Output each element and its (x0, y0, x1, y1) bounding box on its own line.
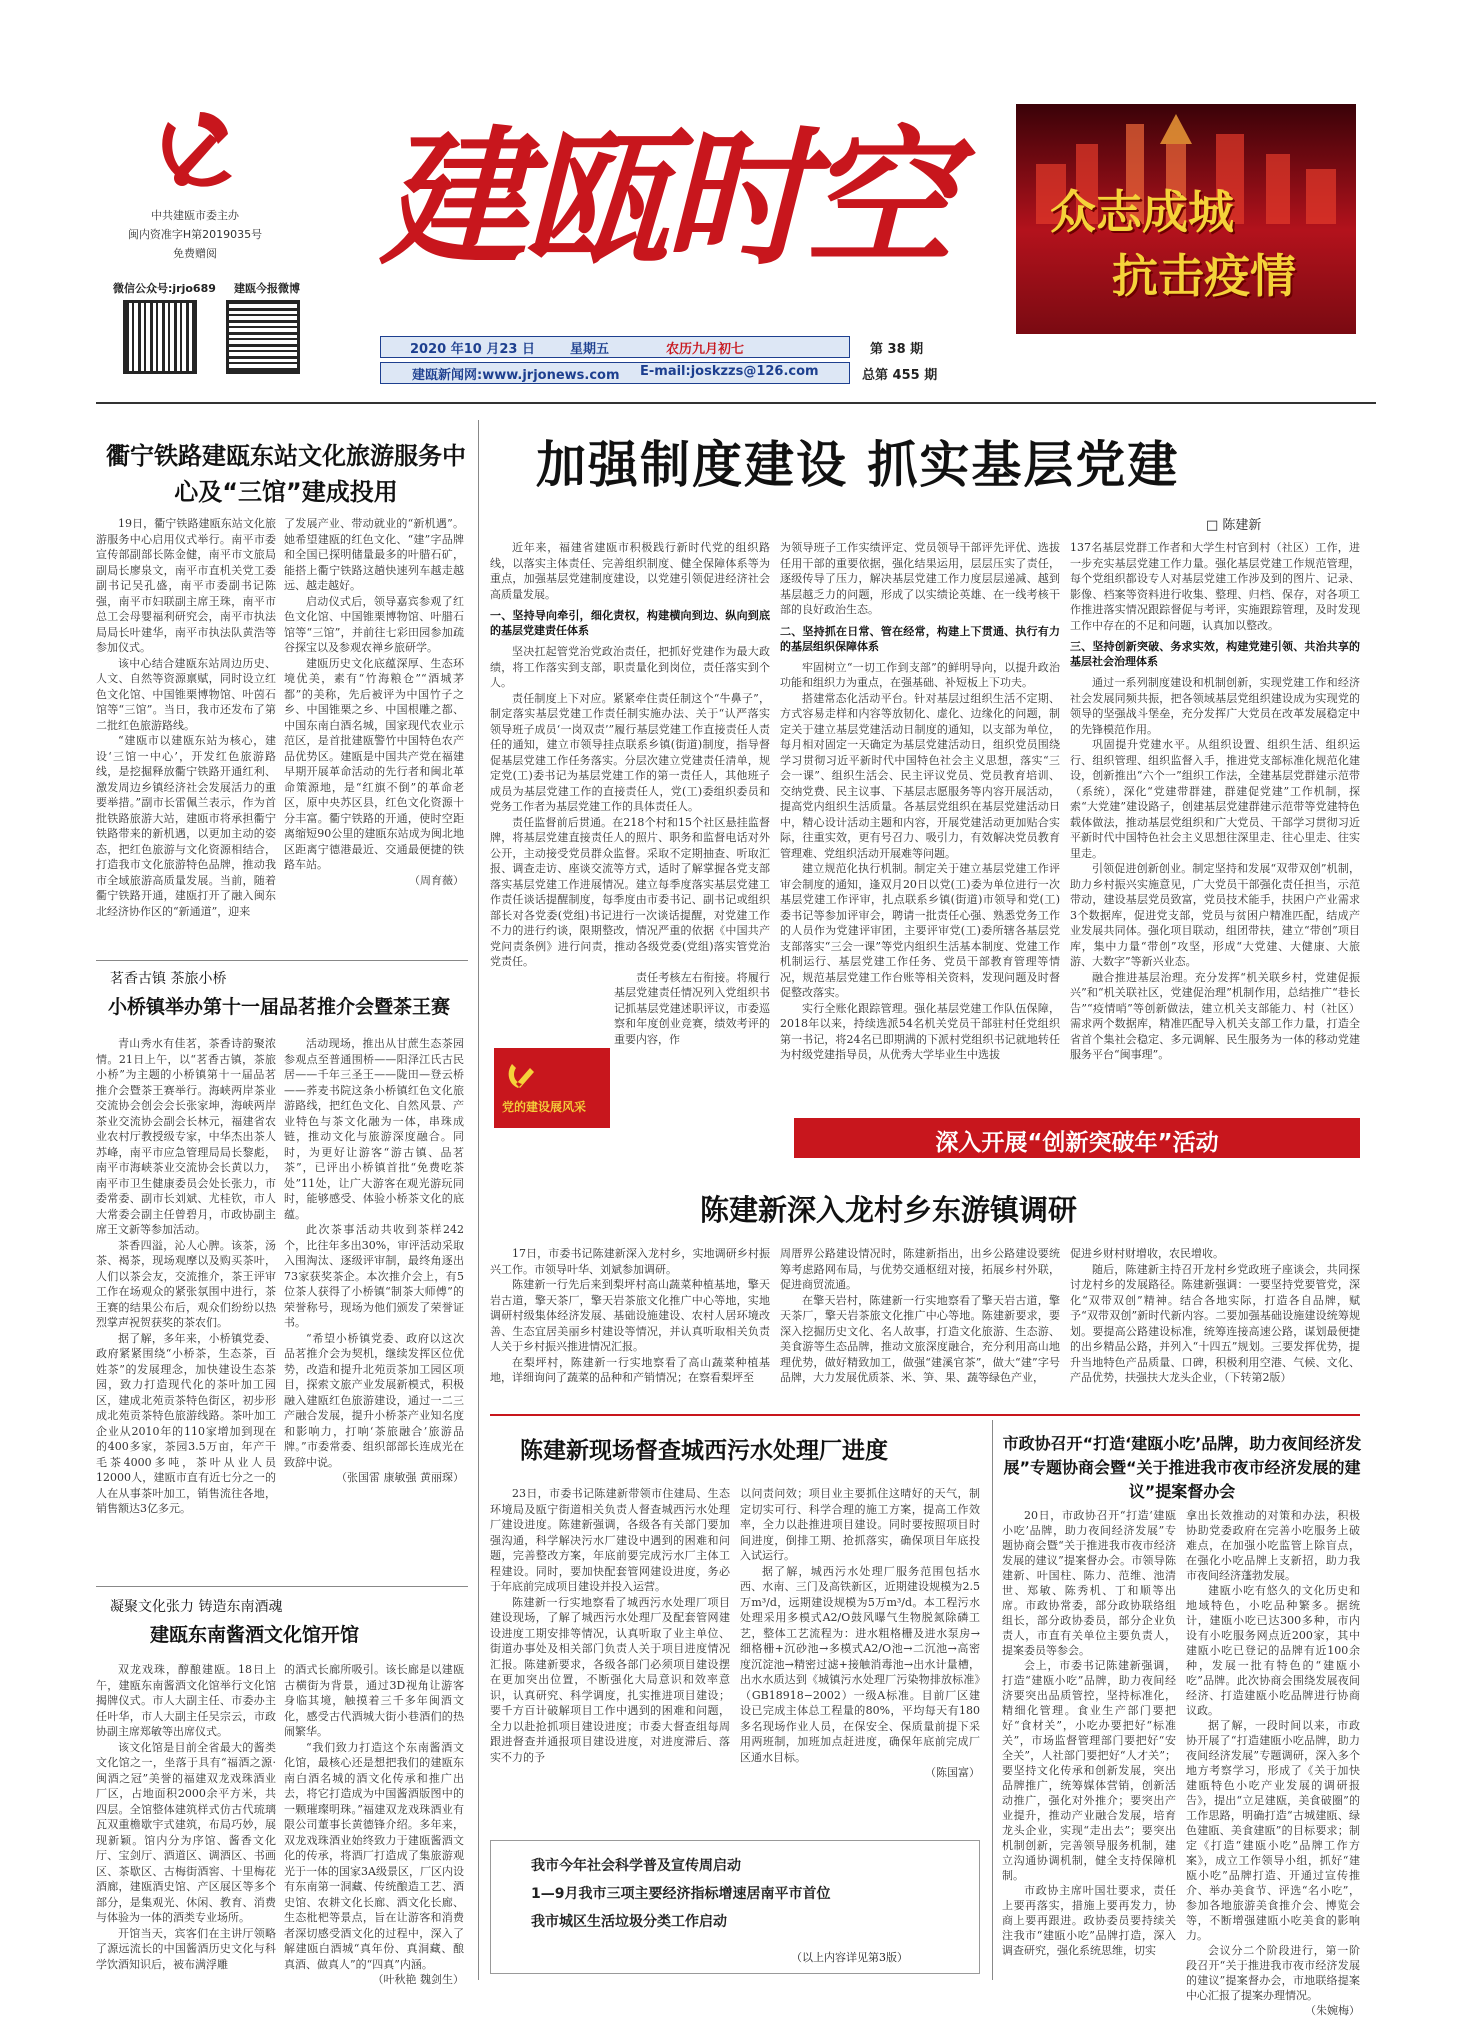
lead-p7: 牢固树立“一切工作到支部”的鲜明导向，以提升政治功能和组织力为重点，在强基础、补短板上下功夫。 (780, 660, 1060, 689)
lead-subhead-1: 一、坚持导向牵引，细化责权，构建横向到边、纵向到底的基层党建责任体系 (490, 609, 770, 637)
soy-p2: 该文化馆是目前全省最大的酱类文化馆之一，坐落于具有“福酒之源·闽酒之冠”美誉的福建双龙戏珠酒业厂区，占地面积2000余平方米，共四层。全馆整体建筑样式仿古代琉璃瓦双重檐歇宇式建筑，布局巧妙，展现新颖。馆内分为序馆、酱香文化厅、宝剑厅、酒道区、调酒区、书画区、茶歇区、古梅街酒窖、十里梅花酒廊，建瓯酒史馆、产区展区等多个部分，是集观光、休闲、教育、消费与体验为一体的酒类专业场所。 (96, 1740, 276, 1924)
rail-p3: “建瓯市以建瓯东站为核心，建设‘三馆一中心’，开发红色旅游路线，是挖掘释放衢宁铁路开通红利、激发周边乡镇经济社会发展活力的重要举措。”副市长雷佩兰表示，作为首批铁路旅游大站，建瓯市将承担衢宁铁路带来的新机遇，以更加主动的姿态，把红色旅游与文化资源相结合，打造我市文化旅游特色品牌，推动我市全域旅游高质量发展。当前，随着衢宁铁路开通，建瓯打开了融入闽东北经济协作区的“新通道”，迎来 (96, 734, 276, 918)
lead-subhead-2: 二、坚持抓在日常、管在经常，构建上下贯通、执行有力的基层组织保障体系 (780, 624, 1060, 653)
soy-article-col1 (96, 1662, 276, 1972)
rail-article-col2 (284, 516, 464, 888)
sewage-p2: 陈建新一行实地察看了城西污水处理厂项目建设现场，了解了城西污水处理厂及配套管网建设进度工期安排等情况，认真听取了业主单位、街道办事处及相关部门负责人关于项目进度情况汇报。陈建新要求，各级各部门必须项目建设摆在更加突出位置，不断强化大局意识和效率意识，认真研究、科学调度，扎实推进项目建设；要千方百计破解项目工作中遇到的困难和问题，全力以赴抢抓项目建设进度；市委大督查组每周跟进督查并通报项目建设进度，对进度滞后、落实不力的予 (490, 1595, 730, 1764)
chen-p5: 在擎天岩村，陈建新一行实地察看了擎天岩古道，擎天茶厂，擎天岩茶旅文化推广中心等地。陈建新要求，要深入挖掘历史文化、名人故事，打造文化旅游、生态游、美食游等生态品牌，推动文旅深度融合，充分利用高山地理优势，做好精致加工，做强“建溪官茶”，做大“建”字号品牌，大力发展优质茶、米、笋、果、蔬等绿色产业， (780, 1293, 1060, 1384)
rail-p6: 建瓯历史文化底蕴深厚、生态环境优美，素有“竹海粮仓”“酒城茅都”的美称，先后被评为中国竹子之乡、中国锥栗之乡、中国根雕之都、中国东南白酒名城，国家现代农业示范区，是首批建瓯警竹中国特色农产品优势区。建瓯是中国共产党在福建早期开展革命活动的先行者和闽北革命策源地，是“红旗不倒”的革命老区，原中央苏区县，红色文化资源十分丰富。衢宁铁路的开通，使时空距离缩短90公里的建瓯东站成为闽北地区距离宁德港最近、交通最便捷的铁路车站。 (284, 656, 464, 871)
tea-article-kicker: 茗香古镇 茶旅小桥 (110, 971, 227, 987)
soy-p4: 的酒式长廊所吸引。该长廊是以建瓯古横街为背景，通过3D视角让游客身临其境，触摸着三千多年闽酒文化，感受古代酒城大街小巷酒们的热闹繁华。 (284, 1663, 464, 1738)
price-text: 免费赠阅 (173, 247, 217, 260)
tea-article-col1 (96, 1036, 276, 1517)
lead-p9: 建立规范化执行机制。制定关于建立基层党建工作评审会制度的通知，逢双月20日以党(工)委为单位进行一次基层党建工作评审，扎点联系乡镇(街道)市领导和党(工)委书记等参加评审会，聘请一批责任心强、熟悉党务工作的人员作为党建评审团，主要评审党(工)委所辖各基层党支部落实“三会一课”等党内组织生活基本制度、党建工作机制运行、基层党建工作任务、党员干部教育管理等情况，规范基层党建工作台账等相关资料，发现问题及时督促整改落实。 (780, 862, 1060, 999)
chen-p2: 陈建新一行先后来到梨坪村高山蔬菜种植基地，擎天岩古道，擎天茶厂，擎天岩茶旅文化推广中心等地，实地调研村级集体经济发展、基础设施建设、农村人居环境改善、生态宜居美丽乡村建设等情况，并认真听取相关负责人关于乡村振兴推进情况汇报。 (490, 1278, 770, 1353)
rail-p4: 了发展产业、带动就业的“新机遇”。她希望建瓯的红色文化、“建”字品牌和全国已探明储量最多的叶腊石矿，能搭上衢宁铁路这趟快速列车越走越远、越走越好。 (284, 517, 464, 592)
snack-p5: 建瓯小吃有悠久的文化历史和地域特色，小吃品种繁多。据统计，建瓯小吃已达300多种，市内设有小吃服务网点近200家，其中建瓯小吃已登记的品牌有近100余种，发展一批有特色的“建瓯小吃”品牌。此次协商会围绕发展夜间经济、打造建瓯小吃品牌进行协商议政。 (1186, 1584, 1360, 1717)
snack-article-title: 市政协召开“打造‘建瓯小吃’品牌，助力夜间经济发展”专题协商会暨“关于推进我市夜市经济发展的建议”提案督办会 (1002, 1434, 1362, 1501)
party-building-badge (494, 1048, 610, 1128)
snack-p6: 据了解，一段时间以来，市政协开展了“打造建瓯小吃品牌，助力夜间经济发展”专题调研，深入多个地方考察学习，形成了《关于加快建瓯特色小吃产业发展的调研报告》，提出“立足建瓯，美食破圈”的工作思路，明确打造“古城建瓯、绿色建瓯、美食建瓯”的目标要求；制定《打造“建瓯小吃”品牌工作方案》，成立工作领导小组，抓好“建瓯小吃”品牌打造、开通过宣传推介、举办美食节、评选“名小吃”，参加各地旅游美食推介会、博览会等，不断增强建瓯小吃美食的影响力。 (1186, 1719, 1360, 1942)
briefs-box (490, 1840, 980, 1974)
lead-p14: 引领促进创新创业。制定坚持和发展“双带双创”机制，助力乡村振兴实施意见，广大党员干部强化责任担当，示范带动，建设基层党员致富，党员技术能手，扶困户产业需求3个数据库，促进党支部，党员与贫困户精准匹配，结成产业发展共同体。强化项目联动，组团带扶，建立“带创”项目库，集中力量“带创”攻坚，形成“大党建、大健康、大旅游、大数字”等新兴业态。 (1070, 862, 1360, 968)
soy-p3: 开馆当天，宾客们在主讲厅领略了源远流长的中国酱酒历史文化与科学饮酒知识后，被布满浮雕 (96, 1926, 276, 1971)
soy-article-kicker: 凝聚文化张力 铸造东南酒魂 (110, 1599, 283, 1615)
soy-p5: “我们致力打造这个东南酱酒文化馆，最核心还是想把我们的建瓯东南白酒名城的酒文化传承和推广出去，将它打造成为中国酱酒版图中的一颗璀璨明珠。”福建双龙戏珠酒业有限公司董事长黄德锋介绍。多年来，双龙戏珠酒业始终致力于建瓯酱酒文化的传承，将酒厂打造成了集旅游观光于一体的国家3A级景区，厂区内设有东南第一洞藏、传统酿造工艺、酒史馆、农耕文化长廊、酒文化长廊、生态枇杷等景点，旨在让游客和消费者深切感受酒文化的过程中，深入了解建瓯白酒城“真年份、真洞藏、酿真酒、做真人”的“四真”内涵。 (284, 1740, 464, 1971)
sewage-p4: 据了解，城西污水处理厂服务范围包括水西、水南、三门及高铁新区，近期建设规模为2.5万m³/d，远期建设规模为5万m³/d。本工程污水处理采用多模式A2/O鼓风曝气生物脱氮除磷工艺，整体工艺流程为：进水粗格栅及进水泵房→细格栅+沉砂池→多模式A2/O池→二沉池→高密度沉淀池→精密过滤+接触消毒池→出水计量槽，出水水质达到《城镇污水处理厂污染物排放标准》（GB18918−2002）一级A标准。目前厂区建设已完成主体总工程量的80%，平均每天有180多名现场作业人员，在保安全、保质量前提下采用两班制，加班加点赶进度，确保年底前完成厂区通水目标。 (740, 1564, 980, 1764)
lunar-text: 农历九月初七 (666, 342, 745, 357)
lead-p10: 实行全账化跟踪管理。强化基层党建工作队伍保障，2018年以来，持续选派54名机关党员干部驻村任党组织第一书记，将24名已即期满的下派村党组织书记就地转任为村级党建指导员，从优秀大学毕业生中选拔 (780, 1001, 1060, 1061)
lead-subhead-3: 三、坚持创新突破、务求实效，构建党建引领、共治共享的基层社会治理体系 (1070, 640, 1360, 668)
lead-article-col1 (490, 540, 770, 1047)
sewage-p1: 23日，市委书记陈建新带领市住建局、生态环境局及瓯宁街道相关负责人督查城西污水处理厂建设进度。陈建新强调，各级各有关部门要加强沟通，科学解决污水厂建设中遇到的困难和问题，完善整改方案，年底前要完成污水厂主体工程建设。同时，要加快配套管网建设进度，务必于年底前完成项目建设并投入运营。 (490, 1487, 730, 1593)
chen-p6: 促进乡财村财增收，农民增收。 (1070, 1247, 1224, 1260)
lead-p15: 融合推进基层治理。充分发挥“机关联乡村，党建促振兴”和“机关联社区，党建促治理”机制作用，总结推广“巷长告”“疫情哨”等创新做法，建立机关支部能力、村（社区）需求两个数据库，精准匹配导入机关支部工作力量，打造全省首个集社会稳定、多元调解、民生服务为一体的移动党建服务平台“闽事理”。 (1070, 970, 1360, 1061)
tea-article-col2 (284, 1036, 464, 1486)
chen-p1: 17日，市委书记陈建新深入龙村乡，实地调研乡村振兴工作。市领导叶华、刘斌参加调研。 (490, 1247, 770, 1276)
date-text: 2020 年10 月23 日 (410, 342, 535, 357)
rail-p2: 该中心结合建瓯东站周边历史、人文、自然等资源禀赋，同时设立红色文化馆、中国锥栗博物馆、叶茵石馆等“三馆”。当日，我市还发布了第二批红色旅游路线。 (96, 656, 276, 732)
sewage-article-col2 (740, 1486, 980, 1781)
snack-p1: 20日，市政协召开“打造‘建瓯小吃’品牌，助力夜间经济发展”专题协商会暨“关于推进我市夜市经济发展的建议”提案督办会。市领导陈建新、叶国柱、陈力、范维、池清世、郑敏、陈秀机、丁和顺等出席。市政协常委，部分政协联络组组长，部分政协委员，部分企业负责人，市直有关单位主要负责人，提案委员等参会。 (1002, 1509, 1176, 1657)
tea-p6: “希望小桥镇党委、政府以这次品茗推介会为契机，继续发挥区位优势，改造和提升北苑贡茶加工园区项目，探索文旅产业发展新模式，积极融入建瓯红色旅游建设，通过一二三产融合发展，提升小桥茶产业知名度和影响力，打响‘茶旅融合’旅游品牌。”市委常委、组织部部长连成光在致辞中说。 (284, 1331, 464, 1469)
rail-article-title: 衢宁铁路建瓯东站文化旅游服务中心及“三馆”建成投用 (106, 442, 466, 506)
lead-p13: 巩固提升党建水平。从组织设置、组织生活、组织运行、组织管理、组织监督入手，推进党支部标准化规范化建设，创新推出“六个一”组织工作法，全建基层党群建示范带（系统），深化“党建带群建，群建促党建”工作机制，探索“大党建”建设路子，创建基层党建群建示范带等党建特色载体做法，推动基层党组织和广大党员、干部学习贯彻习近平新时代中国特色社会主义思想往深里走、往心里走、往实里走。 (1070, 738, 1360, 860)
snack-byline: （朱婉梅） (1305, 2004, 1360, 2017)
tea-p5: 此次茶事活动共收到茶样242个，比往年多出30%，审评活动采取入围淘汰、逐级评审制，最终角逐出73家获奖茶企。本次推介会上，有5位茶人获得了小桥镇“制茶大师傅”的荣誉称号，现场为他们颁发了荣誉证书。 (284, 1223, 464, 1329)
snack-article-col1 (1002, 1508, 1176, 1958)
chen-article-col1 (490, 1246, 770, 1386)
sewage-p3: 以问责问效；项目业主要抓住这晴好的天气，制定切实可行、科学合理的施工方案，提高工作效率，全力以赴推进项目建设。同时要按照项目时间进度，倒排工期、抢抓落实，确保项目年底投入试运行。 (740, 1487, 980, 1562)
permit-text: 闽内资准字H第2019035号 (127, 228, 263, 241)
chen-p3: 在梨坪村，陈建新一行实地察看了高山蔬菜种植基地，详细询问了蔬菜的品种和产销情况；在察看梨坪至 (490, 1355, 770, 1384)
banner-line-1: 众志成城 (1050, 185, 1234, 239)
rail-p1: 19日，衢宁铁路建瓯东站文化旅游服务中心启用仪式举行。南平市委宣传部副部长陈金健，南平市文旅局副局长廖泉文，南平市直机关党工委副书记吴孔盛，南平市委副书记陈强，南平市妇联副主席王珠，南平市总工会母婴福利研究会，南平市执法局局长叶建华，南平市执法队黄浩等参加仪式。 (96, 517, 276, 654)
chen-article-title: 陈建新深入龙村乡东游镇调研 (700, 1193, 1078, 1227)
issue-number: 第 38 期 (870, 342, 924, 357)
chen-article-col2 (780, 1246, 1060, 1386)
lead-article-title: 加强制度建设 抓实基层党建 (536, 436, 1180, 494)
tea-byline: （张国雷 康敏强 黄丽琛） (336, 1471, 464, 1484)
tea-p4: 活动现场，推出从甘蔗生态茶园参观点至普通围桥——阳泽江氏古民居——千年三圣王——陇田—登云桥——荞麦书院这条小桥镇红色文化旅游路线，把红色文化、自然风景、产业特色与茶文化融为一体，串珠成链，推动文化与旅游深度融合。同时，为更好让游客“游古镇、品茗茶”，已评出小桥镇首批“免费吃茶处”11处，让广大游客在观光游玩同时，能够感受、体验小桥茶文化的底蕴。 (284, 1037, 464, 1221)
lead-p3: 责任制度上下对应。紧紧牵住责任制这个“牛鼻子”，制定落实基层党建工作责任制实施办法、关于“认严落实领导班子成员‘一岗双责’”履行基层党建工作直接责任人责任的通知，建立市领导挂点联系乡镇(街道)制度，指导督促基层党建工作任务落实。分层次建立党建责任清单，规定党(工)委书记为基层党建工作的第一责任人，其他班子成员为基层党建工作的直接责任人，党(工)委组织委员和党务工作者为基层党建工作的具体责任人。 (490, 691, 770, 813)
campaign-banner (794, 1118, 1360, 1158)
newspaper-title: 建瓯时空 (380, 111, 948, 285)
weekday-text: 星期五 (570, 342, 610, 357)
banner-line-2: 抗击疫情 (1112, 249, 1296, 303)
sewage-article-col1 (490, 1486, 730, 1765)
lead-article-col2 (780, 540, 1060, 1063)
party-flag-icon (502, 1056, 542, 1096)
lead-p4: 责任监督前后贯通。在218个村和15个社区悬挂监督牌，将基层党建直接责任人的照片、职务和监督电话对外公开，主动接受党员群众监督。采取不定期抽查、听取汇报、调查走访、座谈交流等方式，适时了解掌握各党支部落实基层党建工作进展情况。建立每季度落实基层党建工作责任谈话提醒制度，每季度由市委书记、副书记或组织部长对各党委(党组)书记进行一次谈话提醒，对党建工作不力的进行约谈，限期整改，情况严重的依据《中国共产党问责条例》进行问责，推动各级党委(党组)落实管党治党责任。 (490, 815, 770, 968)
snack-article-col2 (1186, 1508, 1360, 2018)
lead-article-author: □ 陈建新 (1206, 518, 1262, 533)
tea-p3: 据了解，多年来，小桥镇党委、政府紧紧围绕“小桥茶，生态茶，百姓茶”的发展理念，加快建设生态茶园，致力打造现代化的茶叶加工园区，建成北苑贡茶特色街区，初步形成北苑贡茶特色旅游线路。茶叶加工企业从2010年的110家增加到现在的400多家，茶园3.5万亩，年产干毛茶4000多吨，茶叶从业人员12000人，建瓯市直有近七分之一的人在从事茶叶加工，销售流往各地，销售额达3亿多元。 (96, 1331, 276, 1515)
brief-item-2[interactable]: 1—9月我市三项主要经济指标增速居南平市首位 (531, 1886, 831, 1902)
tea-article-title: 小桥镇举办第十一届品茗推介会暨茶王赛 (108, 996, 451, 1018)
snack-p2: 会上，市委书记陈建新强调，打造“建瓯小吃”品牌，助力夜间经济要突出品质管控，坚持标准化，精细化管理。食业生产部门要把好“食材关”，小吃办要把好“标准关”，市场监督管理部门要把好“安全关”，人社部门要把好“人才关”；要坚持文化传承和创新发展，突出品牌推广，统筹媒体营销，创新活动推广，强化对外推介；要突出产业提升，推动产业融合发展，培育龙头企业，实现“走出去”；要突出机制创新，完善领导服务机制，建立沟通协调机制，健全支持保障机制。 (1002, 1659, 1176, 1882)
weibo-qr-code[interactable] (226, 300, 300, 374)
chen-p4: 周厝界公路建设情况时，陈建新指出，出乡公路建设要统筹考虑路网布局，与优势交通枢纽对接，拓展乡村外联，促进商贸流通。 (780, 1247, 1060, 1291)
wechat-qr-code[interactable] (123, 300, 197, 374)
lead-p2: 坚决扛起管党治党政治责任，把抓好党建作为最大政绩，将工作落实到支部，职责量化到岗位，责任落实到个人。 (490, 645, 770, 689)
party-emblem (148, 100, 244, 196)
snack-p3: 市政协主席叶国壮要求，责任上要再落实，措施上要再发力，协商上要再跟进。政协委员要持续关注我市“建瓯小吃”品牌打造，深入调查研究，强化系统思维，切实 (1002, 1884, 1176, 1957)
snack-p7: 会议分二个阶段进行，第一阶段召开“关于推进我市夜市经济发展的建议”提案督办会，市地联络提案中心汇报了提案办理情况。 (1186, 1944, 1360, 2002)
sewage-article-title: 陈建新现场督查城西污水处理厂进度 (520, 1438, 888, 1464)
chen-p7: 随后，陈建新主持召开龙村乡党政班子座谈会，共同探讨龙村乡的发展路径。陈建新强调：一要坚持党要管党，深化“双带双创”精神。结合各地实际，打造各自品牌，赋予“双带双创”新时代新内容。二要加强基础设施建设统筹规划。要提高公路建设标准，统筹连接高速公路，谋划最便捷的出乡精品公路，并列入“十四五”规划。三要发挥优势，提升当地特色产品质量、口碑，积极利用空港、气候、文化、产品优势，扶强扶大龙头企业，（下转第2版） (1070, 1262, 1360, 1384)
soy-byline: （叶秋艳 魏剑生） (372, 1973, 464, 1986)
soy-article-title: 建瓯东南酱酒文化馆开馆 (150, 1624, 360, 1646)
campaign-title: 深入开展“创新突破年”活动 (935, 1130, 1219, 1156)
brief-item-1[interactable]: 我市今年社会科学普及宣传周启动 (531, 1858, 741, 1874)
anti-epidemic-banner (1016, 104, 1356, 334)
lead-p5: 责任考核左右衔接。将履行基层党建责任情况列入党组织书记抓基层党建述职评议，市委巡察和年度创业竞赛，绩效考评的重要内容，作 (614, 970, 770, 1046)
lead-article-col3 (1070, 540, 1360, 1063)
soy-p1: 双龙戏珠，醇酿建瓯。18日上午，建瓯东南酱酒文化馆举行文化馆揭牌仪式。市人大副主任、市委办主任叶华，市人大副主任吴宗云，市政协副主席郑敏等出席仪式。 (96, 1663, 276, 1738)
website-link[interactable]: 建瓯新闻网:www.jrjonews.com (412, 368, 620, 383)
badge-label: 党的建设展风采 (502, 1100, 587, 1114)
rail-byline: （周育薇） (409, 873, 464, 887)
rail-p5: 启动仪式后，领导嘉宾参观了红色文化馆、中国锥栗博物馆、叶腊石馆等“三馆”，并前往七彩田园参加疏谷探宝以及参观农禅乡旅研学。 (284, 594, 464, 654)
tea-p2: 茶香四溢，沁人心脾。该茶，汤茶、褐茶，现场观摩以及购买茶叶，人们以茶会友，交流推介，茶王评审工作在场观众的紧张氛围中进行，茶王赛的结果公布后，观众们纷纷以热烈掌声祝贺获奖的茶农们。 (96, 1238, 276, 1329)
total-issue-number: 总第 455 期 (862, 368, 938, 383)
lead-p1: 近年来，福建省建瓯市积极践行新时代党的组织路线，以落实主体责任、完善组织制度、健全保障体系等为重点，加强基层党建制度建设，以党建引领促进经济社会高质量发展。 (490, 541, 770, 601)
briefs-note: （以上内容详见第3版） (791, 1951, 908, 1964)
sewage-byline: （陈国富） (925, 1766, 980, 1779)
lead-p11: 137名基层党群工作者和大学生村官到村（社区）工作，进一步充实基层党建工作力量。强化基层党建工作规范管理，每个党组织都设专人对基层党建工作涉及到的图片、记录、影像、档案等资料进行收集、整理、归档、保存，对各项工作推进落实情况跟踪督促与考评，实施跟踪管理，及时发现工作中存在的不足和问题，认真加以整改。 (1070, 541, 1360, 632)
lead-p12: 通过一系列制度建设和机制创新，实现党建工作和经济社会发展同频共振，把各领域基层党组织建设成为实现党的领导的坚强战斗堡垒，充分发挥广大党员在改革发展稳定中的先锋模范作用。 (1070, 676, 1360, 736)
lead-p8: 搭建常态化活动平台。针对基层过组织生活不定期、方式容易走样和内容等放韧化、虚化、边缘化的问题，制定关于建立基层党建活动日制度的通知，以支部为单位，每月相对固定一天确定为基层党建活动日，组织党员围绕学习贯彻习近平新时代中国特色社会主义思想，落实“三会一课”、组织生活会、民主评议党员、党员教育培训、交纳党费、民主议事、下基层志愿服务等内容开展活动，提高党内组织生活质量。各基层党组织在基层党建活动日中，精心设计活动主题和内容，开展党建活动更加贴合实际，往重实效，更有号召力、吸引力，有效解决党员教育管理难、党组织活动开展难等问题。 (780, 691, 1060, 860)
soy-article-col2 (284, 1662, 464, 1988)
brief-item-3[interactable]: 我市城区生活垃圾分类工作启动 (531, 1914, 727, 1930)
wechat-label: 微信公众号:jrjo689 (113, 282, 216, 295)
lead-p6: 为领导班子工作实绩评定、党员领导干部评先评优、选拔任用干部的重要依据，强化结果运用，层层压实了责任，逐级传导了压力，解决基层党建工作力度层层递减、越到基层越乏力的问题，形成了以实绩论英雄、在一线考核干部的良好政治生态。 (780, 541, 1060, 616)
chen-article-col3 (1070, 1246, 1360, 1386)
rail-article-col1 (96, 516, 276, 919)
tea-p1: 青山秀水有佳茗，茶香诗韵聚浓情。21日上午，以“茗香古镇，茶旅小桥”为主题的小桥镇第十一届品茗推介会暨茶王赛举行。海峡两岸茶业交流协会创会会长张家坤，海峡两岸茶业交流协会副会长林元，福建省农业农村厅教授级专家，中华杰出茶人苏峰，南平市应急管理局局长黎彪，南平市海峡茶业交流协会长黄以力，南平市卫生健康委员会处长张力，市委常委、副市长刘斌、尤桂钦，市人大常委会副主任曾碧月，市政协副主席王文新等参加活动。 (96, 1037, 276, 1236)
weibo-label: 建瓯今报微博 (234, 282, 300, 295)
sponsor-text: 中共建瓯市委主办 (151, 209, 239, 222)
email-link[interactable]: E-mail:joskzzs@126.com (640, 364, 819, 379)
snack-p4: 拿出长效推动的对策和办法，积极协助党委政府在完善小吃服务上破难点，在加强小吃监管上除盲点，在强化小吃品牌上支新招，助力我市夜间经济蓬勃发展。 (1186, 1509, 1360, 1582)
